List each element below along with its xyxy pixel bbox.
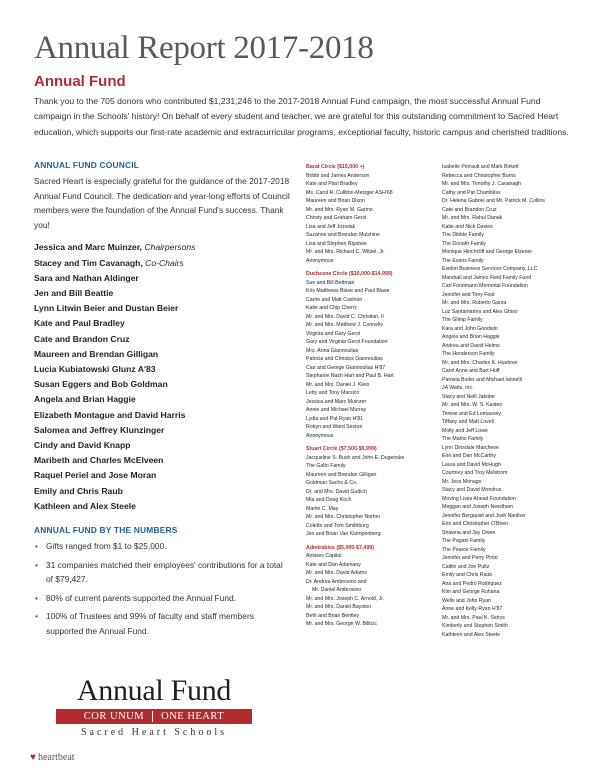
council-member-name: Susan Eggers and Bob Goldman (34, 379, 168, 390)
donor-name: Katie and Chip Cherry (306, 305, 358, 311)
council-member-name: Angela and Brian Haggie (34, 394, 136, 405)
council-member-name: Maribeth and Charles McElveen (34, 455, 164, 466)
circle-heading: Stuart Circle ($7,500-$9,999) (306, 446, 377, 452)
council-member (34, 240, 290, 255)
council-member (34, 377, 290, 392)
donor-name: Mr. and Mrs. Daniel Bayston (306, 604, 372, 610)
donor-name: Maureen and Brendan Gilligan (306, 471, 377, 478)
council-member (34, 423, 290, 438)
circle-heading: Barat Circle ($15,000 +) (306, 164, 365, 170)
donor-name: Shawna and Jay Owen (442, 529, 496, 536)
donor-list (306, 279, 450, 441)
donor-name: The Pearce Family (442, 546, 486, 553)
donor-name: Suzanne and Brendan Mulshine (306, 232, 380, 238)
donor-list (306, 454, 450, 539)
donor-name: Stephanie Nash Hart and Paul B. Hart (306, 373, 394, 379)
council-member (34, 347, 290, 362)
donor-name: Christy and Graham Gerst (306, 215, 367, 221)
donor-name: Maureen and Brian Dixon (306, 198, 365, 204)
donor-name: Beth and Brian Bentley (306, 612, 360, 619)
donor-name: Mr. Daniel Ambrosino (312, 587, 362, 593)
council-member (34, 484, 290, 499)
council-member-name: Cate and Brandon Cruz (34, 333, 130, 344)
donor-name: Mr. and Mrs. Richard C. Witzel, Jr. (306, 249, 385, 255)
donor-name: The Glimp Family (442, 317, 483, 323)
donor-name: Ana and Pedro Rodriguez (442, 580, 502, 587)
donor-name: Virginia and Gary Gerst (306, 330, 361, 337)
donor-name: Lynn Dinsdale Marchese (442, 444, 499, 451)
donor-name: Mr. and Mrs. George W. Billicic (306, 621, 377, 627)
donor-name: Ms. Carol R. Culliton-Metzger ASH'68 (306, 189, 393, 196)
donor-name: Meggan and Joseph Needham (442, 504, 513, 510)
donor-name: Mr. Jess Monago (442, 478, 482, 485)
donor-name: Lisa and Jeff Jozwiak (306, 223, 356, 230)
donor-name: Jennifer and Perry Pinto (442, 555, 498, 561)
donor-name: Exelon Business Services Company, LLC (442, 266, 538, 272)
heart-icon: ♥ (30, 752, 36, 763)
donor-circles-column (306, 163, 450, 629)
council-member (34, 316, 290, 331)
donor-name: Antares Capital (306, 553, 342, 559)
annual-fund-logo (56, 676, 252, 738)
annual-fund-heading: Annual Fund (34, 73, 126, 90)
circle-heading: Admirables ($5,000-$7,499) (306, 544, 375, 551)
council-member (34, 408, 290, 423)
donor-name: Mr. and Mrs. Charles K. Huebner (442, 359, 518, 366)
donor-name: Andrea and David Helms (442, 342, 500, 349)
donor-name: Carol Anne and Bart Huff (442, 368, 500, 374)
donor-name: The Mahio Family (442, 436, 484, 442)
donor-name: Cathy and Pat Chambliss (442, 189, 501, 196)
donor-name: Cate and Brandon Cruz (442, 206, 497, 213)
numbers-heading: ANNUAL FUND BY THE NUMBERS (34, 525, 178, 536)
donor-name: Mr. and Mrs. Joseph C. Arnold, Jr. (306, 595, 385, 602)
donor-name: Marshall and James Field Family Fund (442, 274, 532, 281)
donor-name: Mr. and Mrs. Matthew J. Connelly (306, 322, 383, 328)
donor-name: Patricia and Christos Giannoulias (306, 356, 383, 362)
donor-name: Katie and Nick Davies (442, 223, 493, 230)
council-member (34, 438, 290, 453)
donor-name: Letty and Tony Marsico (306, 390, 360, 396)
donor-name: Mrs. Anna Giannoulias (306, 347, 359, 354)
donor-name: Jen and Brian Van Klompenberg (306, 531, 381, 537)
donor-name: Mr. and Mrs. Daniel J. Klein (306, 381, 370, 388)
council-member (34, 362, 290, 377)
page-title: Annual Report 2017-2018 (34, 30, 374, 66)
council-member (34, 286, 290, 301)
council-member-name: Kathleen and Alex Steele (34, 500, 136, 511)
council-heading: ANNUAL FUND COUNCIL (34, 160, 140, 170)
donor-name: Lisa and Stephen Rigsbee (306, 240, 367, 247)
council-member-name: Salomea and Jeffrey Klunzinger (34, 424, 165, 435)
council-member-list (34, 240, 290, 514)
council-member (34, 468, 290, 483)
donor-name: The Henderson Family (442, 351, 495, 357)
council-member (34, 499, 290, 514)
donor-name: Mr. and Mrs. Rahul Danak (442, 215, 503, 221)
numbers-item: • 31 companies matched their employees' contributions for a total of $79,427. (34, 558, 290, 587)
donor-name: Bobbi and James Anderson (306, 172, 370, 179)
donor-name: The Pagani Family (442, 538, 486, 544)
numbers-item: • Gifts ranged from $1 to $25,000. (34, 539, 290, 554)
council-member-name: Maureen and Brendan Gilligan (34, 348, 159, 359)
left-column (34, 160, 290, 643)
numbers-item: • 80% of current parents supported the Annual Fund. (34, 591, 290, 606)
donor-name: Dr. and Mrs. David Gudich (306, 488, 367, 495)
donor-name: Kate and Paul Bradley (306, 181, 358, 187)
donor-name: Kris Matthews Blase and Paul Blase (306, 288, 390, 294)
donor-name: Kim and George Ruhana (442, 589, 500, 595)
donor-name: The Evans Family (442, 257, 484, 264)
donor-name: Sue and Bill Bettman (306, 279, 355, 286)
donor-name: JA Watts, Inc. (442, 385, 474, 391)
heartbeat-logo (30, 752, 75, 763)
donor-name: Stacy and Neill Jakobe (442, 393, 495, 400)
donor-name: Caitlin and Joe Pultz (442, 563, 490, 570)
donor-name: Luz Santamarina and Alex Ghiso (442, 308, 518, 315)
donor-name: Isabelle Perrault and Mark Birkett (442, 164, 519, 170)
donor-name: Terese and Ed Lomasney (442, 410, 501, 417)
donor-name: Robyn and Ward Sexton (306, 424, 363, 430)
donor-name: Dr. Helena Gabriel and Mr. Patrick M. Collins (442, 198, 545, 204)
council-member-name: Jen and Bill Beattie (34, 287, 114, 298)
circle-heading: Duchesne Circle ($10,000-$14,999) (306, 271, 393, 277)
donor-name: Mr. and Mrs. Christopher Norton (306, 514, 381, 520)
council-member-name: Jessica and Marc Muinzer, (34, 242, 145, 253)
council-text: Sacred Heart is especially grateful for the guidance of the 2017-2018 Annual Fund Council. The dedication and year-long efforts of Council members were the foundation of the Annual Fund's success. Thank you! (34, 176, 290, 230)
donor-name: Colette and Tom Smithburg (306, 522, 369, 529)
donor-name: Mr. and Mrs. Paul K. Sidrys (442, 614, 505, 621)
donor-name: Rebecca and Christopher Burns (442, 172, 516, 179)
donor-name: Laura and David McHugh (442, 461, 501, 468)
council-member-name: Lynn Litwin Beier and Dustan Beier (34, 303, 179, 314)
council-member (34, 256, 290, 271)
council-member-name: Stacey and Tim Cavanagh, (34, 257, 146, 268)
donor-name: Emily and Chris Raub (442, 572, 493, 578)
council-member-name: Emily and Chris Raub (34, 485, 123, 496)
donor-name: Jennifer Bergquist and Josh Niedner (442, 512, 526, 519)
donor-name: Mr. and Mrs. David Adams (306, 570, 367, 576)
donor-name: Martin C. May (306, 505, 339, 512)
donor-name: Jacqueline S. Bush and John E. Dugenske (306, 454, 405, 461)
council-member-name: Cindy and David Knapp (34, 440, 131, 451)
donor-name: Carl Forstmann Memorial Foundation (442, 283, 528, 289)
donor-name: Kimberly and Stephen Smith (442, 623, 508, 629)
council-member-role: Co-Chairs (145, 257, 184, 268)
donor-name: Kathleen and Alex Steele (442, 631, 500, 638)
donor-name: Mr. and Mrs. David C. Christian, II (306, 313, 384, 320)
intro-paragraph: Thank you to the 705 donors who contributed $1,231,246 to the 2017-2018 Annual Fund campaign, the most successful Annual Fund campaign in the Schools' history! On behalf of every student and teacher, we are grateful for this outstanding commitment to Sacred Heart education, which supports our first-rate academic and extracurricular programs, exceptional faculty, historic campus and cherished traditions. (34, 96, 569, 137)
donor-name: Wells and John Ryan (442, 597, 491, 604)
council-member (34, 392, 290, 407)
donor-name: Molly and Jeff Lowe (442, 427, 488, 434)
donor-name: Anne and Kelly Ryan H'87 (442, 606, 503, 612)
donor-name: Anonymous (306, 432, 334, 439)
council-member-name: Sara and Nathan Aldinger (34, 272, 139, 283)
donor-list (306, 552, 450, 629)
donor-name: Jessica and Marc Muinzer (306, 398, 367, 405)
council-member-name: Elizabeth Montague and David Harris (34, 409, 186, 420)
donor-name: Mr. and Mrs. W. S. Kasten (442, 402, 503, 408)
donor-name: Mr. and Mrs. Ryan M. Garino (306, 206, 373, 213)
donor-name: Angela and Brian Haggie (442, 334, 500, 340)
donor-name: The Donath Family (442, 240, 486, 247)
donor-name: The Dibble Family (442, 232, 484, 238)
donor-name: Carrie and Matt Cashion (306, 296, 363, 303)
donor-name: Cari and George Giannoulias H'87 (306, 364, 386, 371)
donor-name: Erin and Christopher O'Brien (442, 521, 509, 527)
donor-name: Goldman Sachs & Co. (306, 480, 358, 486)
numbers-item: • 100% of Trustees and 99% of faculty and staff members supported the Annual Fund. (34, 609, 290, 638)
donor-name: Kara and John Goodwin (442, 325, 498, 332)
heartbeat-wordmark: heartbeat (37, 752, 75, 763)
donor-name: Mr. and Mrs. Roberto Garza (442, 300, 507, 306)
donor-name: Annie and Michael Murray (306, 407, 367, 413)
donor-list (442, 163, 582, 639)
donor-name: Gary and Virginia Gerst Foundation (306, 339, 388, 345)
donor-names-column (442, 163, 582, 639)
donor-name: Mr. and Mrs. Timothy J. Cavanagh (442, 181, 521, 187)
logo-title: Annual Fund (76, 674, 232, 707)
donor-name: Courtney and Troy Melstrom (442, 470, 508, 476)
logo-banner-left: COR UNUM (83, 711, 145, 722)
donor-name: Jennifer and Tony Fout (442, 291, 495, 298)
donor-name: Tiffany and Matt Lovell (442, 419, 494, 425)
donor-name: Mia and Doug Koch (306, 497, 352, 503)
donor-name: Anonymous (306, 257, 334, 264)
logo-banner (56, 709, 252, 724)
logo-banner-divider (152, 711, 153, 722)
donor-name: Kate and Dan Adamany (306, 561, 361, 568)
logo-subtitle: Sacred Heart Schools (80, 727, 228, 738)
donor-name: Pamela Butler and Michael Iannelli (442, 376, 522, 383)
donor-name: Lydia and Pat Ryan H'81 (306, 415, 364, 422)
council-member-role: Chairpersons (144, 242, 196, 253)
donor-name: Erin and Dan McCarthy (442, 453, 496, 459)
council-member (34, 271, 290, 286)
council-member-name: Kate and Paul Bradley (34, 318, 125, 329)
donor-name: Moving Lives Ahead Foundation (442, 495, 516, 502)
numbers-list (34, 539, 290, 639)
logo-banner-right: ONE HEART (161, 711, 225, 722)
council-member (34, 453, 290, 468)
council-member-name: Lucia Kubiatowski Glunz A'83 (34, 364, 156, 374)
donor-name: Dr. Andrea Ambrosino and (306, 578, 367, 585)
council-member (34, 332, 290, 347)
donor-name: The Galto Family (306, 463, 346, 469)
donor-name: Stacy and David Mondrus (442, 487, 502, 493)
council-member-name: Raquel Periel and Jose Moran (34, 470, 157, 481)
donor-list (306, 172, 450, 266)
donor-name: Monique Hinchcliff and George Elsener (442, 249, 533, 255)
council-member (34, 301, 290, 316)
